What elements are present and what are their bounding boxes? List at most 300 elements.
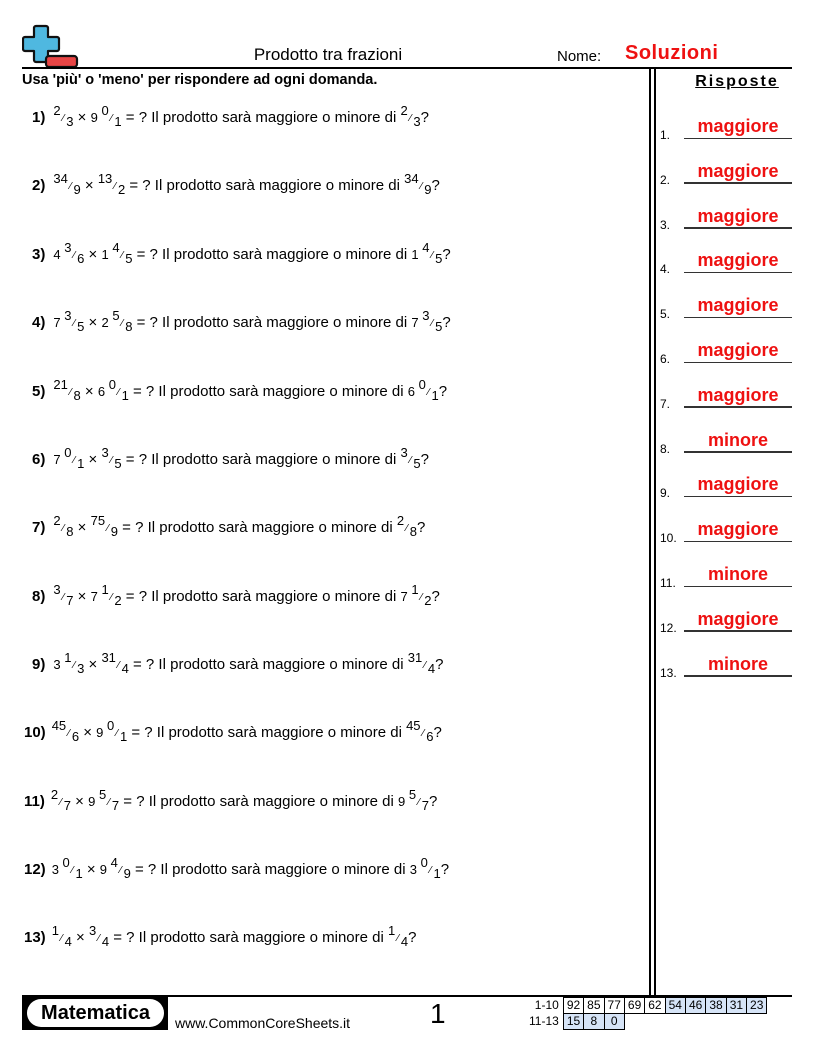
numerator: 75 xyxy=(90,513,106,528)
answer-value: maggiore xyxy=(697,116,779,136)
denominator: 8 xyxy=(409,524,418,539)
numerator: 2 xyxy=(53,513,61,528)
numerator: 3 xyxy=(64,308,72,323)
score-cell: 69 xyxy=(624,998,644,1014)
denominator: 3 xyxy=(77,661,85,676)
numerator: 3 xyxy=(53,582,61,597)
fraction-slash: ⁄ xyxy=(71,865,74,876)
fraction-slash: ⁄ xyxy=(121,250,124,261)
fraction xyxy=(411,308,442,334)
fraction xyxy=(53,513,73,539)
numerator: 21 xyxy=(53,377,68,392)
fraction xyxy=(406,718,433,744)
denominator: 5 xyxy=(413,456,421,471)
answer-row xyxy=(660,467,792,501)
fraction xyxy=(401,582,432,608)
answer-value: maggiore xyxy=(697,474,779,495)
score-row xyxy=(526,998,767,1014)
times-sign: × xyxy=(80,177,98,194)
answer-number: 4. xyxy=(660,262,671,277)
whole-number: 1 xyxy=(411,247,419,262)
answer-row xyxy=(660,602,792,635)
fraction xyxy=(401,445,421,471)
answer-line xyxy=(684,451,792,453)
fraction-slash: ⁄ xyxy=(110,592,113,603)
page-number: 1 xyxy=(430,998,446,1029)
brand-label: Matematica xyxy=(27,999,164,1027)
denominator: 4 xyxy=(400,934,409,949)
question-text: = ? Il prodotto sarà maggiore o minore di xyxy=(130,861,410,878)
question-mark: ? xyxy=(417,519,426,536)
fraction xyxy=(52,923,72,949)
denominator: 1 xyxy=(75,866,83,881)
answer-row xyxy=(660,378,792,411)
fraction-slash: ⁄ xyxy=(117,660,120,671)
numerator: 3 xyxy=(422,308,430,323)
site-url: www.CommonCoreSheets.it xyxy=(175,1015,351,1031)
answer-line xyxy=(684,675,792,677)
numerator: 1 xyxy=(101,582,109,597)
question-text: = ? Il prodotto sarà maggiore o minore di xyxy=(127,724,407,741)
denominator: 2 xyxy=(424,593,432,608)
numerator: 45 xyxy=(406,718,421,733)
fraction-slash: ⁄ xyxy=(60,933,63,944)
whole-number: 4 xyxy=(53,247,61,262)
question-number: 3) xyxy=(32,246,46,263)
times-sign: × xyxy=(84,246,102,263)
times-sign: × xyxy=(84,314,102,331)
numerator: 3 xyxy=(101,445,109,460)
denominator: 6 xyxy=(77,251,85,266)
answer-value: minore xyxy=(707,429,768,450)
question-text: = ? Il prodotto sarà maggiore o minore di xyxy=(119,793,399,810)
question-number: 13) xyxy=(24,929,46,946)
times-sign: × xyxy=(80,383,98,400)
fraction-slash: ⁄ xyxy=(98,933,100,944)
fraction xyxy=(408,650,435,676)
question-row xyxy=(32,582,440,608)
numerator: 31 xyxy=(101,650,116,665)
fraction-slash: ⁄ xyxy=(119,865,122,876)
numerator: 0 xyxy=(62,855,70,870)
question-number: 4) xyxy=(32,314,46,331)
question-number: 6) xyxy=(32,451,46,468)
question-row xyxy=(32,103,429,129)
answer-value: maggiore xyxy=(697,519,779,540)
whole-number: 9 xyxy=(398,794,406,809)
whole-number: 6 xyxy=(407,384,415,399)
score-cell-empty xyxy=(645,1014,665,1030)
denominator: 9 xyxy=(73,182,81,197)
fraction-slash: ⁄ xyxy=(431,250,434,261)
answer-row xyxy=(660,199,792,232)
question-text: = ? Il prodotto sarà maggiore o minore di xyxy=(109,929,388,946)
denominator: 1 xyxy=(114,114,122,129)
numerator: 0 xyxy=(107,718,115,733)
numerator: 0 xyxy=(64,445,72,460)
answer-line xyxy=(684,406,792,408)
answer-row xyxy=(660,243,792,277)
answer-row xyxy=(660,423,792,456)
fraction xyxy=(53,240,84,266)
answer-number: 6. xyxy=(660,352,671,366)
question-number: 1) xyxy=(32,109,46,126)
fraction-slash: ⁄ xyxy=(73,660,76,671)
answer-number: 1. xyxy=(660,128,671,142)
numerator: 5 xyxy=(98,787,107,802)
question-text: = ? Il prodotto sarà maggiore o minore di xyxy=(121,588,401,605)
denominator: 7 xyxy=(111,798,120,813)
answer-row xyxy=(660,333,792,366)
fraction-slash: ⁄ xyxy=(69,387,72,398)
denominator: 4 xyxy=(121,661,129,676)
fraction xyxy=(89,923,109,949)
whole-number: 6 xyxy=(97,384,106,399)
fraction xyxy=(91,103,122,129)
question-mark: ? xyxy=(408,929,417,946)
score-cell: 38 xyxy=(706,998,726,1014)
question-row xyxy=(24,923,416,949)
instructions: Usa 'più' o 'meno' per rispondere ad ogni domanda. xyxy=(22,72,378,88)
name-label: Nome: xyxy=(557,48,602,65)
fraction xyxy=(91,582,122,608)
score-cell: 0 xyxy=(604,1014,624,1030)
score-row xyxy=(526,1014,767,1030)
fraction xyxy=(53,582,73,608)
numerator: 4 xyxy=(112,240,120,255)
answer-number: 7. xyxy=(660,396,671,411)
fraction-slash: ⁄ xyxy=(114,181,116,192)
fraction xyxy=(388,923,408,949)
fraction-slash: ⁄ xyxy=(68,728,70,739)
question-mark: ? xyxy=(435,656,444,673)
fraction-slash: ⁄ xyxy=(431,318,434,329)
denominator: 6 xyxy=(426,729,434,744)
question-mark: ? xyxy=(433,724,442,741)
fraction xyxy=(52,718,79,744)
fraction xyxy=(53,650,84,676)
fraction xyxy=(96,718,127,744)
question-number: 7) xyxy=(32,519,46,536)
denominator: 3 xyxy=(413,114,421,129)
answer-value: minore xyxy=(707,653,768,674)
name-value: Soluzioni xyxy=(625,42,719,64)
fraction xyxy=(101,240,132,266)
fraction-slash: ⁄ xyxy=(116,728,118,739)
answers-title: Risposte xyxy=(695,73,779,90)
score-cell: 31 xyxy=(726,998,746,1014)
answer-number: 5. xyxy=(660,307,671,322)
answer-line xyxy=(684,272,792,274)
whole-number: 3 xyxy=(51,862,59,877)
question-mark: ? xyxy=(438,383,448,400)
question-mark: ? xyxy=(442,314,451,331)
numerator: 5 xyxy=(408,787,417,802)
numerator: 3 xyxy=(64,240,72,255)
times-sign: × xyxy=(73,109,91,126)
fraction-slash: ⁄ xyxy=(406,523,408,534)
score-cell: 23 xyxy=(747,998,767,1014)
answer-row xyxy=(660,109,792,142)
denominator: 9 xyxy=(110,524,118,539)
fraction-slash: ⁄ xyxy=(108,797,110,808)
question-row xyxy=(32,650,443,676)
answer-number: 13. xyxy=(660,665,677,680)
times-sign: × xyxy=(73,588,91,605)
numerator: 1 xyxy=(411,582,419,597)
question-row xyxy=(24,855,449,881)
denominator: 7 xyxy=(421,798,430,813)
answer-value: maggiore xyxy=(697,384,779,405)
fraction-slash: ⁄ xyxy=(73,318,76,329)
denominator: 2 xyxy=(114,593,122,608)
whole-number: 9 xyxy=(90,110,98,125)
question-mark: ? xyxy=(431,588,440,605)
fraction xyxy=(91,513,118,539)
fraction-slash: ⁄ xyxy=(420,181,423,192)
question-row xyxy=(32,308,451,334)
question-number: 9) xyxy=(32,656,46,673)
fraction xyxy=(98,377,129,403)
fraction xyxy=(398,787,429,813)
answer-value: maggiore xyxy=(697,340,779,360)
fraction xyxy=(53,103,73,129)
answer-value: maggiore xyxy=(697,608,779,629)
answer-line xyxy=(684,496,792,498)
times-sign: × xyxy=(71,929,89,946)
question-mark: ? xyxy=(431,177,440,194)
fraction-slash: ⁄ xyxy=(409,455,412,466)
answer-value: maggiore xyxy=(697,160,779,181)
answer-line xyxy=(684,227,792,229)
denominator: 7 xyxy=(63,798,71,813)
whole-number: 9 xyxy=(99,862,108,877)
numerator: 3 xyxy=(88,923,97,938)
whole-number: 1 xyxy=(101,247,109,262)
times-sign: × xyxy=(71,793,89,810)
question-mark: ? xyxy=(442,246,451,263)
numerator: 4 xyxy=(422,240,430,255)
numerator: 2 xyxy=(53,103,61,118)
question-number: 11) xyxy=(24,793,45,810)
denominator: 5 xyxy=(77,319,85,334)
times-sign: × xyxy=(79,724,97,741)
numerator: 1 xyxy=(64,650,72,665)
denominator: 5 xyxy=(435,319,443,334)
numerator: 2 xyxy=(400,103,408,118)
times-sign: × xyxy=(84,656,102,673)
denominator: 5 xyxy=(114,456,122,471)
fraction xyxy=(401,103,421,129)
answer-line xyxy=(684,630,792,632)
whole-number: 7 xyxy=(411,315,419,330)
denominator: 1 xyxy=(119,729,128,744)
fraction xyxy=(101,445,121,471)
question-row xyxy=(32,240,451,266)
page-title: Prodotto tra frazioni xyxy=(253,45,403,64)
numerator: 5 xyxy=(112,308,120,323)
denominator: 1 xyxy=(431,388,439,403)
answer-value: maggiore xyxy=(697,295,779,316)
denominator: 6 xyxy=(71,729,80,744)
denominator: 3 xyxy=(66,114,74,129)
column-divider xyxy=(654,69,656,996)
fraction xyxy=(411,240,442,266)
times-sign: × xyxy=(84,451,102,468)
score-cell-empty xyxy=(624,1014,644,1030)
fraction-slash: ⁄ xyxy=(110,113,113,124)
fraction xyxy=(100,855,131,881)
answer-line xyxy=(684,317,792,319)
fraction-slash: ⁄ xyxy=(62,523,65,534)
fraction xyxy=(53,445,84,471)
fraction-slash: ⁄ xyxy=(110,455,113,466)
answer-row xyxy=(660,288,792,322)
question-mark: ? xyxy=(429,793,438,810)
score-cell-empty xyxy=(706,1014,726,1030)
fraction xyxy=(51,787,71,813)
denominator: 7 xyxy=(66,593,74,608)
fraction-slash: ⁄ xyxy=(60,797,62,808)
fraction-slash: ⁄ xyxy=(117,387,120,398)
question-text: = ? Il prodotto sarà maggiore o minore di xyxy=(117,519,397,536)
fraction-slash: ⁄ xyxy=(420,592,423,603)
question-text: = ? Il prodotto sarà maggiore o minore di xyxy=(125,177,405,194)
score-cell-empty xyxy=(726,1014,746,1030)
question-row xyxy=(32,513,425,539)
numerator: 45 xyxy=(51,718,67,733)
denominator: 4 xyxy=(427,661,436,676)
denominator: 8 xyxy=(125,319,133,334)
score-cell: 15 xyxy=(563,1014,583,1030)
denominator: 4 xyxy=(64,934,72,949)
numerator: 31 xyxy=(407,650,423,665)
whole-number: 2 xyxy=(101,315,109,330)
fraction xyxy=(397,513,417,539)
fraction-slash: ⁄ xyxy=(429,865,432,876)
score-cell-empty xyxy=(685,1014,705,1030)
answer-line xyxy=(684,541,792,543)
score-cell: 92 xyxy=(563,998,583,1014)
question-row xyxy=(24,718,442,744)
score-range-label: 11-13 xyxy=(529,1014,559,1028)
numerator: 13 xyxy=(97,171,113,186)
answer-number: 3. xyxy=(660,217,671,232)
denominator: 1 xyxy=(77,456,85,471)
whole-number: 7 xyxy=(53,452,61,467)
question-text: = ? Il prodotto sarà maggiore o minore di xyxy=(128,656,408,673)
fraction-slash: ⁄ xyxy=(62,113,65,124)
answer-line xyxy=(684,586,792,588)
numerator: 2 xyxy=(50,787,59,802)
times-sign: × xyxy=(73,519,91,536)
answer-number: 8. xyxy=(660,441,671,456)
numerator: 0 xyxy=(420,855,428,870)
whole-number: 7 xyxy=(53,315,61,330)
score-cell: 8 xyxy=(584,1014,604,1030)
score-cell-empty xyxy=(665,1014,685,1030)
plus-minus-logo-icon xyxy=(22,24,80,68)
denominator: 9 xyxy=(424,182,432,197)
answer-row xyxy=(660,512,792,546)
question-number: 5) xyxy=(32,383,46,400)
whole-number: 3 xyxy=(409,862,417,877)
fraction-slash: ⁄ xyxy=(424,660,426,671)
question-text: = ? Il prodotto sarà maggiore o minore di xyxy=(121,109,401,126)
answer-value: maggiore xyxy=(697,205,779,226)
fraction-slash: ⁄ xyxy=(121,318,124,329)
score-cell: 85 xyxy=(584,998,604,1014)
numerator: 1 xyxy=(51,923,59,938)
score-cell-empty xyxy=(747,1014,767,1030)
answer-number: 11. xyxy=(660,576,676,590)
answer-line xyxy=(684,138,792,140)
header-divider xyxy=(22,67,792,69)
denominator: 8 xyxy=(73,388,81,403)
question-text: = ? Il prodotto sarà maggiore o minore di xyxy=(132,246,412,263)
question-mark: ? xyxy=(420,109,429,126)
question-number: 10) xyxy=(24,724,46,741)
score-cell: 77 xyxy=(604,998,624,1014)
denominator: 2 xyxy=(117,182,126,197)
whole-number: 9 xyxy=(88,794,96,809)
answer-row xyxy=(660,647,792,680)
denominator: 4 xyxy=(101,934,110,949)
numerator: 34 xyxy=(404,171,419,186)
fraction-slash: ⁄ xyxy=(69,181,72,192)
numerator: 1 xyxy=(387,923,396,938)
whole-number: 7 xyxy=(400,589,408,604)
denominator: 9 xyxy=(123,866,131,881)
question-mark: ? xyxy=(420,451,429,468)
answer-number: 12. xyxy=(660,620,677,635)
answer-number: 9. xyxy=(660,486,671,501)
whole-number: 3 xyxy=(53,657,61,672)
fraction-slash: ⁄ xyxy=(418,797,420,808)
score-cell: 62 xyxy=(645,998,665,1014)
fraction xyxy=(53,308,84,334)
answer-line xyxy=(684,182,792,184)
denominator: 5 xyxy=(435,251,443,266)
whole-number: 7 xyxy=(90,589,98,604)
fraction-slash: ⁄ xyxy=(107,523,109,534)
question-row xyxy=(24,787,437,813)
fraction xyxy=(410,855,441,881)
fraction xyxy=(98,171,125,197)
score-cell: 46 xyxy=(685,998,705,1014)
fraction-slash: ⁄ xyxy=(397,933,399,944)
answer-line xyxy=(684,362,792,364)
whole-number: 9 xyxy=(96,725,104,740)
score-range-label: 1-10 xyxy=(534,998,559,1012)
question-number: 2) xyxy=(32,177,46,194)
question-row xyxy=(32,171,440,197)
numerator: 0 xyxy=(101,103,109,118)
column-divider xyxy=(649,69,651,996)
fraction xyxy=(52,855,83,881)
question-text: = ? Il prodotto sarà maggiore o minore di xyxy=(121,451,401,468)
answer-value: minore xyxy=(707,564,768,584)
question-mark: ? xyxy=(440,861,450,878)
fraction xyxy=(101,650,128,676)
question-number: 8) xyxy=(32,588,46,605)
answer-number: 2. xyxy=(660,172,671,187)
fraction-slash: ⁄ xyxy=(422,728,425,739)
denominator: 5 xyxy=(125,251,133,266)
fraction xyxy=(88,787,119,813)
answer-row xyxy=(660,154,792,187)
numerator: 4 xyxy=(110,855,118,870)
